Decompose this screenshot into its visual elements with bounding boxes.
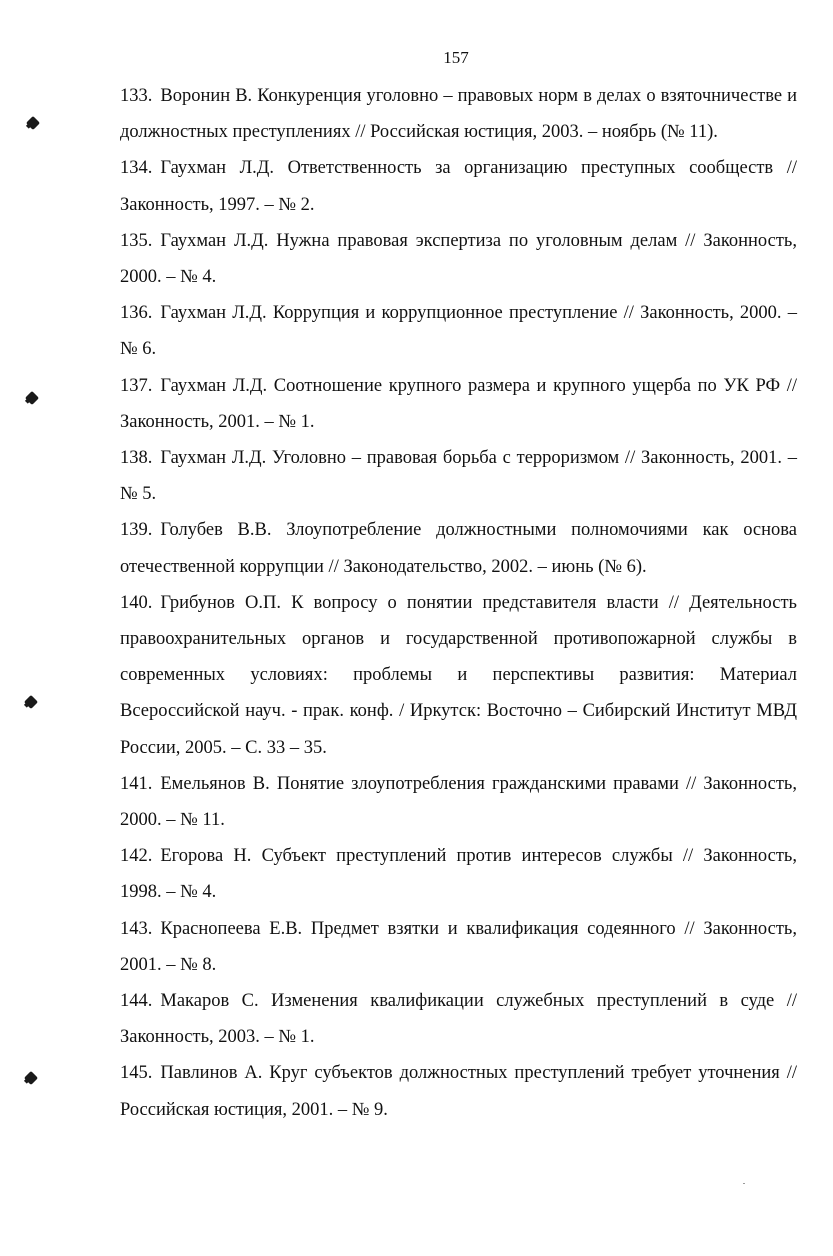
reference-number: 139. (120, 520, 153, 541)
binding-hole-mark (26, 116, 40, 130)
reference-item (120, 512, 797, 584)
reference-item (120, 223, 797, 295)
reference-text: Егорова Н. Субъект преступлений против интересов службы // Законность, 1998. – № 4. (120, 846, 797, 903)
reference-number: 133. (120, 86, 153, 106)
binding-hole-mark (25, 391, 39, 405)
reference-number: 140. (120, 592, 153, 613)
reference-number: 135. (120, 230, 153, 251)
reference-text: Гаухман Л.Д. Ответственность за организацию преступных сообществ // Законность, 1997. – № 2. (120, 158, 797, 215)
reference-item (120, 585, 797, 766)
reference-number: 136. (120, 303, 153, 324)
reference-text: Макаров С. Изменения квалификации служебных преступлений в суде // Законность, 2003. – № 1. (120, 991, 797, 1048)
reference-number: 138. (120, 448, 153, 469)
reference-number: 141. (120, 773, 153, 794)
reference-item (120, 440, 797, 512)
reference-item (120, 368, 797, 440)
page-number: 157 (443, 48, 469, 67)
reference-item (120, 150, 797, 222)
reference-item (120, 766, 797, 838)
reference-number: 144. (120, 991, 153, 1012)
reference-number: 143. (120, 918, 153, 939)
binding-hole-mark (24, 695, 38, 709)
scan-speck (743, 1183, 745, 1184)
reference-item (120, 983, 797, 1055)
reference-text: Голубев В.В. Злоупотребление должностными полномочиями как основа отечественной коррупции // Законодательство, 2002. – июнь (№ 6). (120, 520, 797, 577)
reference-item (120, 78, 797, 150)
reference-list (120, 78, 797, 1128)
reference-text: Гаухман Л.Д. Соотношение крупного размера и крупного ущерба по УК РФ // Законность, 2001. – № 1. (120, 375, 797, 432)
reference-text: Гаухман Л.Д. Нужна правовая экспертиза по уголовным делам // Законность, 2000. – № 4. (120, 230, 797, 288)
reference-text: Воронин В. Конкуренция уголовно – правовых норм в делах о взяточничестве и должностных преступлениях // Российская юстиция, 2003. – ноябрь (№ 11). (120, 86, 797, 143)
reference-number: 145. (120, 1063, 153, 1084)
reference-number: 142. (120, 846, 153, 867)
binding-hole-mark (24, 1071, 38, 1085)
reference-number: 134. (120, 158, 153, 179)
reference-text: Гаухман Л.Д. Коррупция и коррупционное преступление // Законность, 2000. – № 6. (120, 303, 797, 360)
reference-item (120, 295, 797, 367)
reference-text: Краснопеева Е.В. Предмет взятки и квалификация содеянного // Законность, 2001. – № 8. (120, 918, 797, 975)
reference-text: Грибунов О.П. К вопросу о понятии представителя власти // Деятельность правоохранительных органов и государственной противопожарной службы в современных условиях: проблемы и перспективы развития: Материал Всероссийской науч. - прак. конф. / Иркутск: Восточно – Сибирский Институт МВД России, 2005. – С. 33 – 35. (120, 592, 797, 758)
reference-text: Гаухман Л.Д. Уголовно – правовая борьба с терроризмом // Законность, 2001. – № 5. (120, 448, 797, 505)
reference-text: Павлинов А. Круг субъектов должностных преступлений требует уточнения // Российская юстиция, 2001. – № 9. (120, 1063, 797, 1120)
reference-text: Емельянов В. Понятие злоупотребления гражданскими правами // Законность, 2000. – № 11. (120, 773, 797, 831)
reference-item (120, 911, 797, 983)
reference-item (120, 838, 797, 910)
reference-number: 137. (120, 375, 153, 396)
reference-item (120, 1055, 797, 1127)
